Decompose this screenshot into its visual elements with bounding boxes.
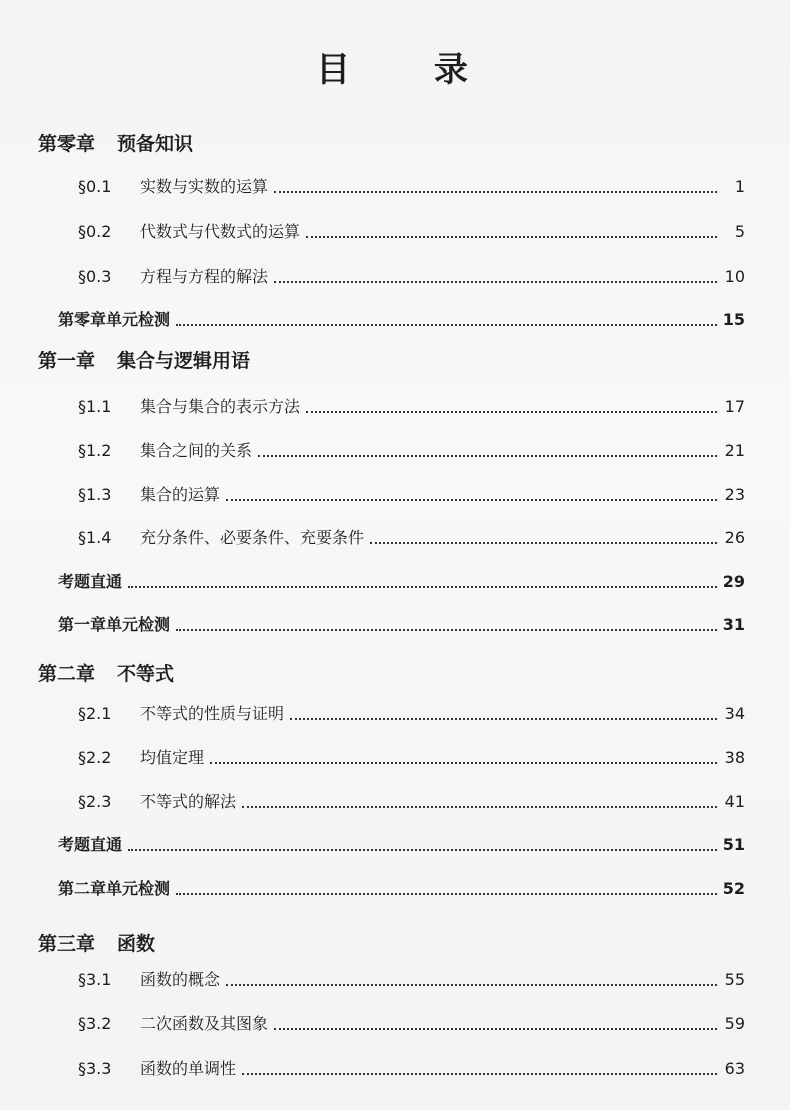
chapter-label: 第三章 [38,933,96,955]
page-number: 29 [722,572,745,591]
page-number: 31 [722,615,745,634]
page-number: 34 [724,704,745,723]
entry-title: 集合与集合的表示方法 [140,397,301,416]
page-number: 55 [724,970,745,989]
toc-entry[interactable] [78,703,745,725]
page-number: 15 [722,310,745,329]
entry-title: 不等式的解法 [140,792,237,811]
toc-entry[interactable] [78,221,745,243]
page-number: 38 [724,748,745,767]
chapter-name: 函数 [117,933,156,955]
toc-entry[interactable] [78,440,745,462]
entry-title: 均值定理 [140,748,205,767]
toc-entry-review[interactable] [58,309,745,331]
section-number: §1.1 [78,397,112,416]
chapter-heading [38,346,250,373]
leader-dots [370,542,717,544]
toc-entry-review[interactable] [58,834,745,856]
leader-dots [258,455,717,457]
toc-entry[interactable] [78,266,745,288]
chapter-name: 不等式 [117,663,175,685]
section-number: §1.2 [78,441,112,460]
chapter-label: 第二章 [38,663,96,685]
leader-dots [274,281,717,283]
leader-dots [128,849,717,851]
toc-entry-review[interactable] [58,614,745,636]
entry-title: 第一章单元检测 [58,615,171,634]
page-number: 5 [734,222,745,241]
page-number: 10 [724,267,745,286]
toc-entry[interactable] [78,1058,745,1080]
section-number: §0.3 [78,267,112,286]
leader-dots [176,324,717,326]
chapter-label: 第零章 [38,133,96,155]
leader-dots [210,762,717,764]
page-number: 21 [724,441,745,460]
section-number: §2.1 [78,704,112,723]
entry-title: 不等式的性质与证明 [140,704,285,723]
toc-entry[interactable] [78,791,745,813]
leader-dots [274,191,717,193]
toc-entry-review[interactable] [58,878,745,900]
page-number: 23 [724,485,745,504]
chapter-heading [38,929,155,956]
entry-title: 实数与实数的运算 [140,177,269,196]
leader-dots [242,1073,717,1075]
chapter-heading [38,129,193,156]
entry-title: 考题直通 [58,835,123,854]
leader-dots [128,586,717,588]
entry-title: 二次函数及其图象 [140,1014,269,1033]
entry-title: 函数的概念 [140,970,221,989]
chapter-name: 预备知识 [117,133,194,155]
chapter-label: 第一章 [38,350,96,372]
toc-entry-review[interactable] [58,571,745,593]
page-number: 41 [724,792,745,811]
section-number: §0.2 [78,222,112,241]
entry-title: 第二章单元检测 [58,879,171,898]
toc-entry[interactable] [78,969,745,991]
section-number: §1.4 [78,528,112,547]
toc-entry[interactable] [78,527,745,549]
entry-title: 第零章单元检测 [58,310,171,329]
page-number: 17 [724,397,745,416]
leader-dots [306,411,717,413]
section-number: §3.3 [78,1059,112,1078]
section-number: §2.3 [78,792,112,811]
page-number: 59 [724,1014,745,1033]
entry-title: 集合之间的关系 [140,441,253,460]
toc-entry[interactable] [78,176,745,198]
page-number: 63 [724,1059,745,1078]
leader-dots [306,236,717,238]
leader-dots [242,806,717,808]
leader-dots [226,984,717,986]
section-number: §3.2 [78,1014,112,1033]
leader-dots [274,1028,717,1030]
leader-dots [290,718,717,720]
toc-entry[interactable] [78,747,745,769]
leader-dots [226,499,717,501]
section-number: §2.2 [78,748,112,767]
leader-dots [176,893,717,895]
leader-dots [176,629,717,631]
entry-title: 集合的运算 [140,485,221,504]
entry-title: 代数式与代数式的运算 [140,222,301,241]
page-number: 51 [722,835,745,854]
entry-title: 充分条件、必要条件、充要条件 [140,528,365,547]
page-number: 26 [724,528,745,547]
entry-title: 函数的单调性 [140,1059,237,1078]
page-title: 目 录 [316,50,504,90]
toc-entry[interactable] [78,484,745,506]
chapter-heading [38,659,174,686]
entry-title: 考题直通 [58,572,123,591]
section-number: §0.1 [78,177,112,196]
section-number: §3.1 [78,970,112,989]
section-number: §1.3 [78,485,112,504]
chapter-name: 集合与逻辑用语 [117,350,251,372]
toc-entry[interactable] [78,396,745,418]
page-number: 1 [734,177,745,196]
entry-title: 方程与方程的解法 [140,267,269,286]
toc-entry[interactable] [78,1013,745,1035]
page-number: 52 [722,879,745,898]
